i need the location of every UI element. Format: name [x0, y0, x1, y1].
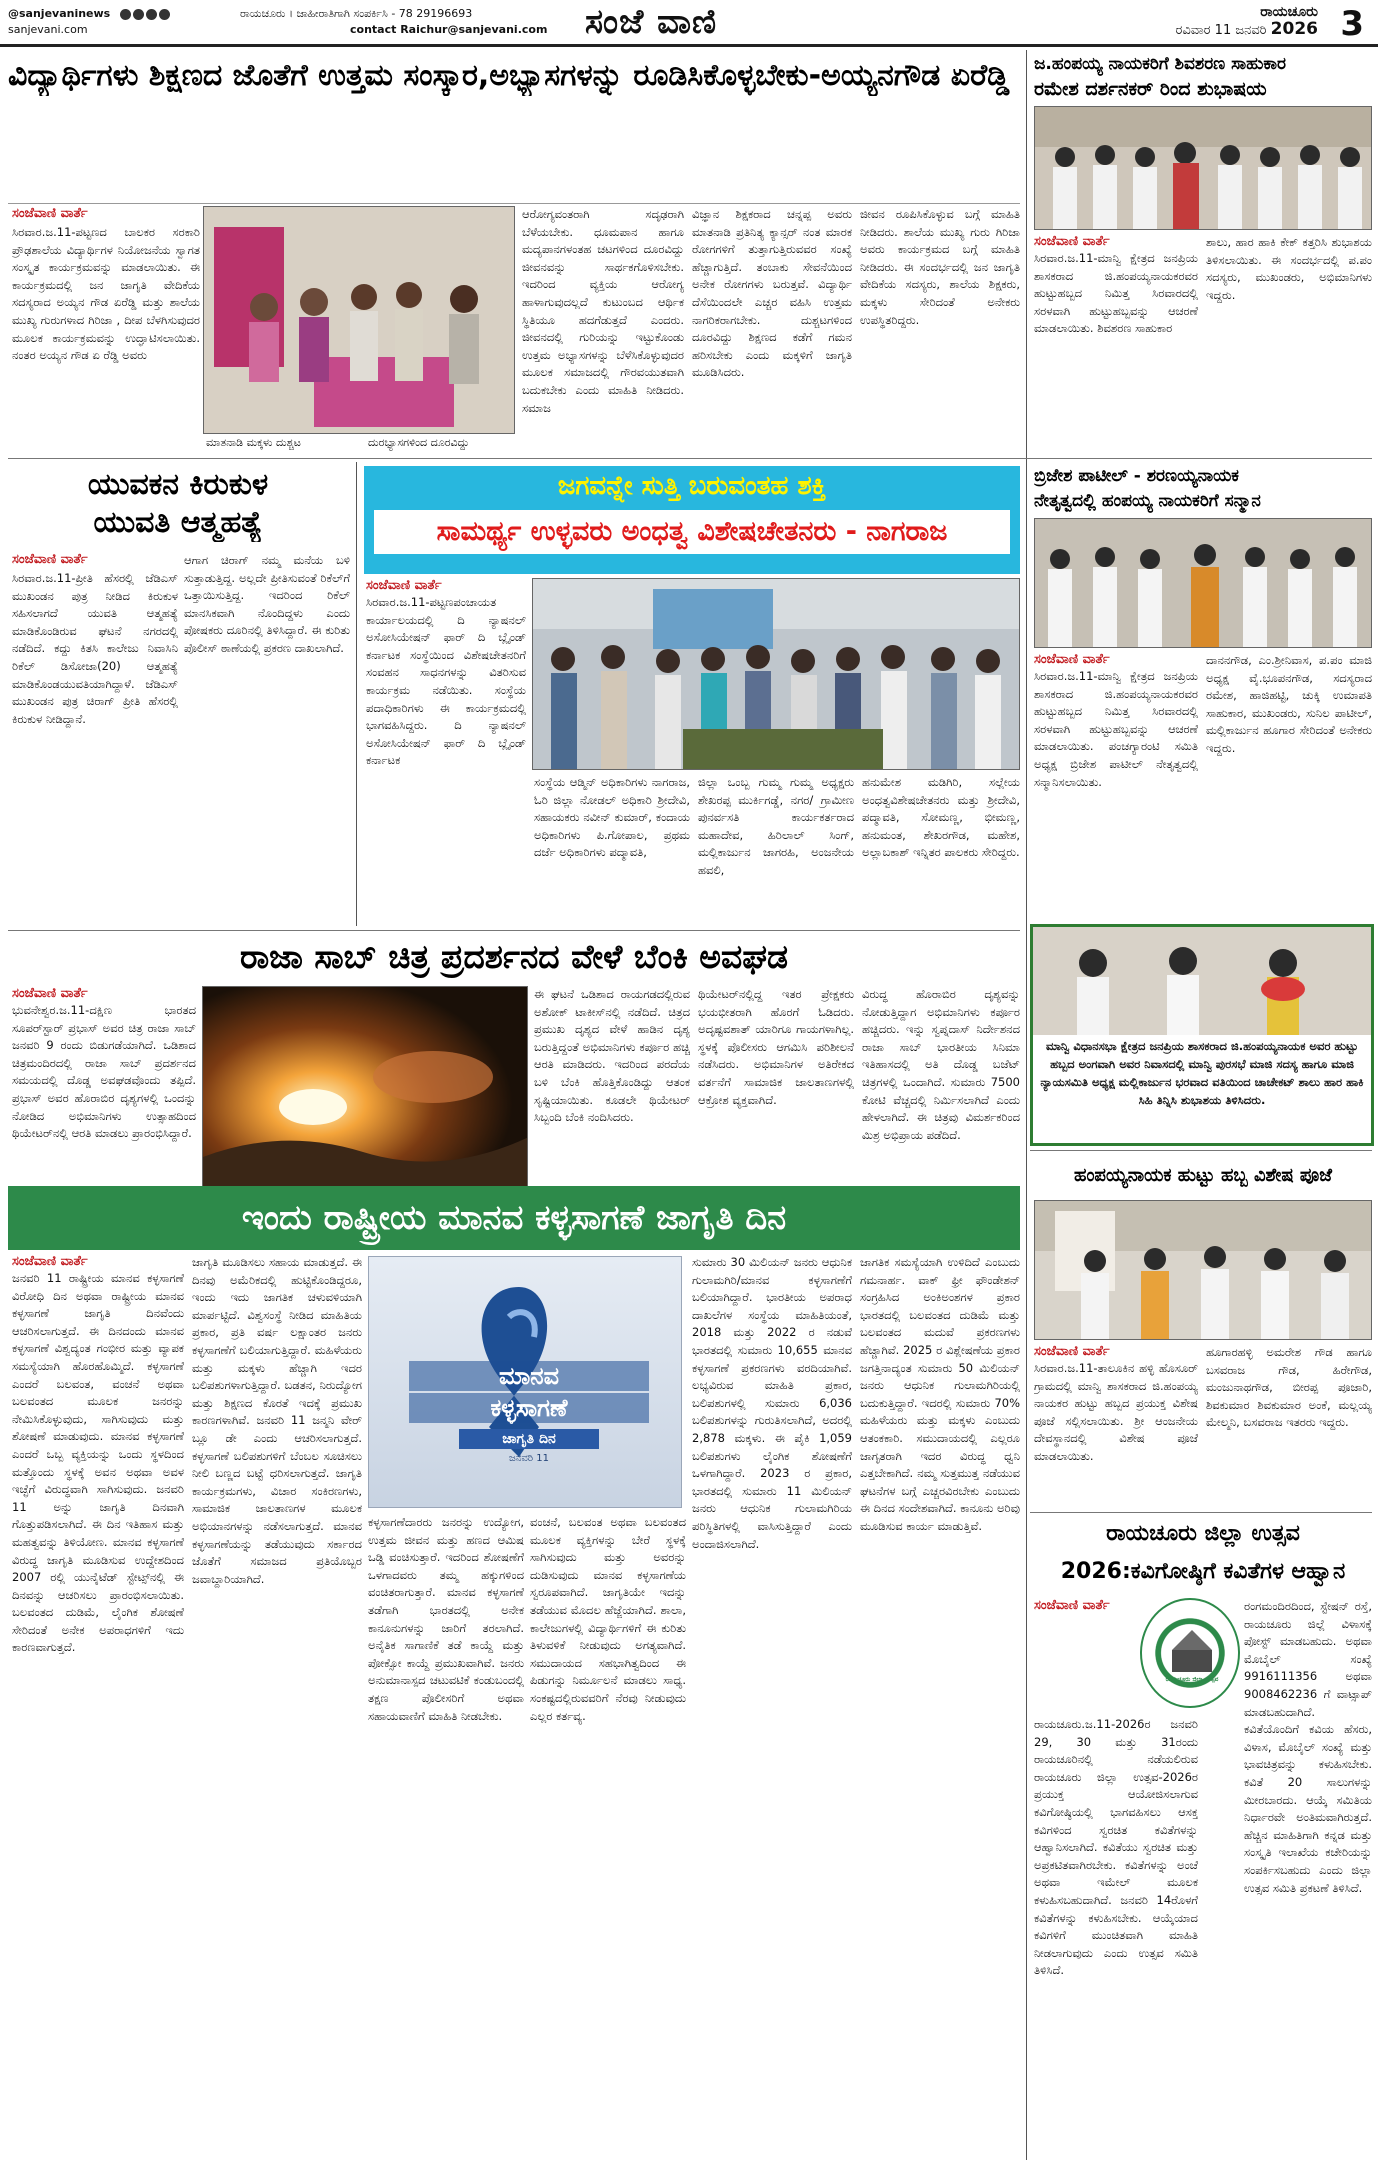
story3-headline-l2: ಯುವತಿ ಆತ್ಮಹತ್ಯೆ: [93, 505, 263, 540]
story5-col1: ಸಿರವಾರ.ಜ.11-ಮಾನ್ವಿ ಕ್ಷೇತ್ರದ ಜನಪ್ರಿಯ ಶಾಸಕರಾದ ಜಿ.ಹಂಪಯ್ಯನಾಯಕರವರ ಹುಟ್ಟುಹಬ್ಬದ ನಿಮಿತ್ತ ಸಿರವಾರದಲ್ಲಿ ಸರಳವಾಗಿ ಹುಟ್ಟುಹಬ್ಬವನ್ನು ಆಚರಣೆ ಮಾಡಲಾಯಿತು. ಪಂಚಗ್ಯಾರಂಟಿ ಸಮಿತಿ ಅಧ್ಯಕ್ಷ ಬ್ರಿಜೇಶ ಪಾಟೀಲ್ ನೇತೃತ್ವದಲ್ಲಿ ಸನ್ಮಾನಿಸಲಾಯಿತು.: [1034, 669, 1198, 789]
story2-col2: ಶಾಲು, ಹಾರ ಹಾಕಿ ಕೇಕ್ ಕತ್ತರಿಸಿ ಶುಭಾಶಯ ತಿಳಿಸಲಾಯಿತು. ಈ ಸಂದರ್ಭದಲ್ಲಿ ಪ.ಪಂ ಸದಸ್ಯರು, ಮುಖಂಡರು, ಅಭಿಮಾನಿಗಳು ಇದ್ದರು.: [1206, 235, 1372, 302]
story7-box: [1030, 924, 1374, 1146]
instagram-icon[interactable]: [133, 9, 144, 20]
divider: [8, 930, 1020, 931]
story2-photo: [1034, 106, 1372, 230]
story8-byline: ಸಂಜೆವಾಣಿ ವಾರ್ತೆ: [12, 1254, 88, 1269]
story8-col4: ವಂಚನೆ, ಬಲವಂತ ಅಥವಾ ಬಲವಂತದ ಮೂಲಕ ವ್ಯಕ್ತಿಗಳನ್ನು ಬೇರೆ ಸ್ಥಳಕ್ಕೆ ಸಾಗಿಸುವುದು ಮತ್ತು ಅವರನ್ನು ದುಡಿಸುವುದು ಮಾನವ ಕಳ್ಳಸಾಗಣೆಯ ಸ್ವರೂಪವಾಗಿದೆ. ಜಾಗೃತಿಯೇ ಇದನ್ನು ತಡೆಯುವ ಮೊದಲ ಹೆಜ್ಜೆಯಾಗಿದೆ. ಶಾಲಾ, ಕಾಲೇಜುಗಳಲ್ಲಿ ವಿದ್ಯಾರ್ಥಿಗಳಿಗೆ ಈ ಕುರಿತು ತಿಳುವಳಿಕೆ ನೀಡುವುದು ಅಗತ್ಯವಾಗಿದೆ. ಸಮುದಾಯದ ಸಹಭಾಗಿತ್ವದಿಂದ ಈ ಪಿಡುಗನ್ನು ನಿರ್ಮೂಲನೆ ಮಾಡಲು ಸಾಧ್ಯ. ಸಂಕಷ್ಟದಲ್ಲಿರುವವರಿಗೆ ನೆರವು ನೀಡುವುದು ಎಲ್ಲರ ಕರ್ತವ್ಯ.: [530, 1515, 686, 1723]
story5-head-line2: ನೇತೃತ್ವದಲ್ಲಿ ಹಂಪಯ್ಯ ನಾಯಕರಿಗೆ ಸನ್ಮಾನ: [1034, 491, 1261, 511]
edition-city: ರಾಯಚೂರು: [1260, 4, 1318, 20]
story8-col1: ಜನವರಿ 11 ರಾಷ್ಟ್ರೀಯ ಮಾನವ ಕಳ್ಳಸಾಗಣೆ ವಿರೋಧಿ ದಿನ ಅಥವಾ ರಾಷ್ಟ್ರೀಯ ಮಾನವ ಕಳ್ಳಸಾಗಣೆ ಜಾಗೃತಿ ದಿನವೆಂದು ಆಚರಿಸಲಾಗುತ್ತದೆ. ಈ ದಿನದಂದು ಮಾನವ ಕಳ್ಳಸಾಗಣೆ ವಿಶ್ವದ್ಯಂತ ಗಂಭೀರ ಮತ್ತು ವ್ಯಾಪಕ ಸಮಸ್ಯೆಯಾಗಿ ಹೊರಹೊಮ್ಮಿದೆ. ಕಳ್ಳಸಾಗಣೆ ಎಂದರೆ ಬಲವಂತ, ವಂಚನೆ ಅಥವಾ ಬಲವಂತದ ಮೂಲಕ ಜನರನ್ನು ನೇಮಿಸಿಕೊಳ್ಳುವುದು, ಸಾಗಿಸುವುದು ಮತ್ತು ಶೋಷಣೆ ಮಾಡುವುದು. ಮಾನವ ಕಳ್ಳಸಾಗಣೆ ಎಂದರೆ ಒಬ್ಬ ವ್ಯಕ್ತಿಯನ್ನು ಒಂದು ಸ್ಥಳದಿಂದ ಮತ್ತೊಂದು ಸ್ಥಳಕ್ಕೆ ಅವನ ಅಥವಾ ಅವಳ ಇಚ್ಛೆಗೆ ವಿರುದ್ಧವಾಗಿ ಸಾಗಿಸುವುದು. ಜನವರಿ 11 ಅನ್ನು ಜಾಗೃತಿ ದಿನವಾಗಿ ಗೊತ್ತುಪಡಿಸಲಾಗಿದೆ. ಈ ದಿನ ಇತಿಹಾಸ ಮತ್ತು ಮಹತ್ವವನ್ನು ತಿಳಿಯೋಣ. ಮಾನವ ಕಳ್ಳಸಾಗಣೆ ವಿರುದ್ಧ ಜಾಗೃತಿ ಮೂಡಿಸುವ ಉದ್ದೇಶದಿಂದ 2007 ರಲ್ಲಿ ಯುನೈಟೆಡ್ ಸ್ಟೇಟ್ಸ್‌ನಲ್ಲಿ ಈ ದಿನವನ್ನು ಆಚರಿಸಲು ಪ್ರಾರಂಭಿಸಲಾಯಿತು. ಬಲವಂತದ ದುಡಿಮೆ, ಲೈಂಗಿಕ ಶೋಷಣೆ ಸೇರಿದಂತೆ ಅನೇಕ ಅಪರಾಧಗಳಿಗೆ ಇದು ಕಾರಣವಾಗುತ್ತದೆ.: [12, 1271, 184, 1655]
edition-line: ರಾಯಚೂರು । ಜಾಹೀರಾತಿಗಾಗಿ ಸಂಪರ್ಕಿಸಿ - 78 29196693: [240, 7, 473, 20]
story4-headline: ಸಾಮರ್ಥ್ಯ ಉಳ್ಳವರು ಅಂಧತ್ವ ವಿಶೇಷಚೇತನರು - ನಾಗರಾಜ: [374, 510, 1010, 554]
story5-head-line1: ಬ್ರಿಜೇಶ ಪಾಟೀಲ್ - ಶರಣಯ್ಯನಾಯಕ: [1034, 466, 1239, 486]
story1-caption-b: ದುರಭ್ಯಾಸಗಳಿಂದ ದೂರವಿದ್ದು: [368, 436, 470, 449]
masthead-rule: [0, 44, 1378, 47]
story3-col2: ಆಗಾಗ ಚಿರಾಗ್ ನಮ್ಮ ಮನೆಯ ಬಳಿ ಸುತ್ತಾಡುತ್ತಿದ್ದ. ಅಲ್ಲದೇ ಪ್ರೀತಿಸುವಂತೆ ರಿಕೆಲ್‌ಗೆ ಒತ್ತಾಯಿಸುತ್ತಿದ್ದ. ಇದರಿಂದ ರಿಕೆಲ್ ಮಾನಸಿಕವಾಗಿ ನೊಂದಿದ್ದಳು ಎಂದು ಪೋಷಕರು ದೂರಿನಲ್ಲಿ ತಿಳಿಸಿದ್ದಾರೆ. ಈ ಕುರಿತು ಪೊಲೀಸ್ ಠಾಣೆಯಲ್ಲಿ ಪ್ರಕರಣ ದಾಖಲಾಗಿದೆ.: [184, 553, 350, 655]
story1-col2: ಆರೋಗ್ಯವಂತರಾಗಿ ಸದೃಢರಾಗಿ ಬೆಳೆಯಬೇಕು. ಧೂಮಪಾನ ಹಾಗೂ ಮದ್ಯಪಾನಗಳಂತಹ ಚಟಗಳಿಂದ ದೂರವಿದ್ದು ಜೀವನವನ್ನು ಸಾರ್ಥಕಗೊಳಿಸಬೇಕು. ಇದರಿಂದ ವ್ಯಕ್ತಿಯ ಆರೋಗ್ಯ ಹಾಳಾಗುವುದಲ್ಲದೆ ಕುಟುಂಬದ ಆರ್ಥಿಕ ಸ್ಥಿತಿಯೂ ಹದಗೆಡುತ್ತದೆ ಎಂದರು. ಜೀವನದಲ್ಲಿ ಗುರಿಯನ್ನು ಇಟ್ಟುಕೊಂಡು ಉತ್ತಮ ಅಭ್ಯಾಸಗಳನ್ನು ಬೆಳೆಸಿಕೊಳ್ಳುವುದರ ಮೂಲಕ ಸಮಾಜದಲ್ಲಿ ಗೌರವಯುತವಾಗಿ ಬದುಕಬೇಕು ಎಂದು ಮಾಹಿತಿ ನೀಡಿದರು. ಸಮಾಜ: [522, 207, 684, 415]
story10-col2: ರಂಗಮಂದಿರದಿಂದ, ಸ್ಟೇಷನ್ ರಸ್ತೆ, ರಾಯಚೂರು ಜಿಲ್ಲೆ ವಿಳಾಸಕ್ಕೆ ಪೋಸ್ಟ್ ಮಾಡಬಹುದು. ಅಥವಾ ಮೊಬೈಲ್ ಸಂಖ್ಯೆ 9916111356 ಅಥವಾ 9008462236 ಗೆ ವಾಟ್ಸಾಪ್ ಮಾಡಬಹುದಾಗಿದೆ. ಕವಿತೆಯೊಂದಿಗೆ ಕವಿಯ ಹೆಸರು, ವಿಳಾಸ, ಮೊಬೈಲ್ ಸಂಖ್ಯೆ ಮತ್ತು ಭಾವಚಿತ್ರವನ್ನು ಕಳುಹಿಸಬೇಕು. ಕವಿತೆ 20 ಸಾಲುಗಳನ್ನು ಮೀರಬಾರದು. ಆಯ್ಕೆ ಸಮಿತಿಯ ನಿರ್ಧಾರವೇ ಅಂತಿಮವಾಗಿರುತ್ತದೆ. ಹೆಚ್ಚಿನ ಮಾಹಿತಿಗಾಗಿ ಕನ್ನಡ ಮತ್ತು ಸಂಸ್ಕೃತಿ ಇಲಾಖೆಯ ಕಚೇರಿಯನ್ನು ಸಂಪರ್ಕಿಸಬಹುದು ಎಂದು ಜಿಲ್ಲಾ ಉತ್ಸವ ಸಮಿತಿ ಪ್ರಕಟಣೆ ತಿಳಿಸಿದೆ.: [1244, 1599, 1372, 1895]
theatre-fire-photo: [203, 987, 528, 1198]
story8-poster: [368, 1256, 682, 1508]
social-handle[interactable]: @sanjevaninews: [8, 7, 111, 20]
story6-col2: ಈ ಘಟನೆ ಒಡಿಶಾದ ರಾಯಗಡದಲ್ಲಿರುವ ಅಶೋಕ್ ಟಾಕೀಸ್‌ನಲ್ಲಿ ನಡೆದಿದೆ. ಚಿತ್ರದ ಪ್ರಮುಖ ದೃಶ್ಯದ ವೇಳೆ ಹಾಡಿನ ದೃಶ್ಯ ಬರುತ್ತಿದ್ದಂತೆ ಅಭಿಮಾನಿಗಳು ಕರ್ಪೂರ ಹಚ್ಚಿ ಆರತಿ ಮಾಡಿದರು. ಇದರಿಂದ ಪರದೆಯ ಬಳಿ ಬೆಂಕಿ ಹೊತ್ತಿಕೊಂಡಿದ್ದು ಆತಂಕ ಸೃಷ್ಟಿಯಾಯಿತು. ಕೂಡಲೇ ಥಿಯೇಟರ್ ಸಿಬ್ಬಂದಿ ಬೆಂಕಿ ನಂದಿಸಿದರು.: [534, 987, 690, 1125]
story4-col4: ಹನುಮೇಶ ಮಡಿಗಿರಿ, ಸಲ್ಲೇಯ ಅಂಧತ್ವವಿಶೇಷಚೇತನರು ಮತ್ತು ಶ್ರೀದೇವಿ, ಪದ್ಮಾವತಿ, ಸೋಮಣ್ಣ, ಭೀಮಣ್ಣ, ಹನುಮಂತ, ಶೇಖರಗೌಡ, ಮಹೇಶ, ಅಲ್ಲಾಬಕಾಶ್ ಇನ್ನಿತರ ಪಾಲಕರು ಸೇರಿದ್ದರು.: [862, 775, 1020, 860]
story1-headline: ವಿದ್ಯಾರ್ಥಿಗಳು ಶಿಕ್ಷಣದ ಜೊತೆಗೆ ಉತ್ತಮ ಸಂಸ್ಕಾರ,ಅಭ್ಯಾಸಗಳನ್ನು ರೂಡಿಸಿಕೊಳ್ಳಬೇಕು-ಅಯ್ಯನಗೌಡ ಏರೆಡ್ಡಿ: [8, 58, 1010, 93]
x-icon[interactable]: [146, 9, 157, 20]
story8-col3: ಕಳ್ಳಸಾಗಣೆದಾರರು ಜನರನ್ನು ಉದ್ಯೋಗ, ಉತ್ತಮ ಜೀವನ ಮತ್ತು ಹಣದ ಆಮಿಷ ಒಡ್ಡಿ ವಂಚಿಸುತ್ತಾರೆ. ಇದರಿಂದ ಶೋಷಣೆಗೆ ಒಳಗಾದವರು ತಮ್ಮ ಹಕ್ಕುಗಳಿಂದ ವಂಚಿತರಾಗುತ್ತಾರೆ. ಮಾನವ ಕಳ್ಳಸಾಗಣೆ ತಡೆಗಾಗಿ ಭಾರತದಲ್ಲಿ ಅನೇಕ ಕಾನೂನುಗಳನ್ನು ಜಾರಿಗೆ ತರಲಾಗಿದೆ. ಅನೈತಿಕ ಸಾಗಾಣಿಕೆ ತಡೆ ಕಾಯ್ದೆ ಮತ್ತು ಪೋಕ್ಸೋ ಕಾಯ್ದೆ ಪ್ರಮುಖವಾಗಿವೆ. ಜನರು ಅನುಮಾನಾಸ್ಪದ ಚಟುವಟಿಕೆ ಕಂಡುಬಂದಲ್ಲಿ ತಕ್ಷಣ ಪೊಲೀಸರಿಗೆ ಅಥವಾ ಸಹಾಯವಾಣಿಗೆ ಮಾಹಿತಿ ನೀಡಬೇಕು.: [368, 1515, 524, 1723]
story2-head-line2: ರಮೇಶ ದರ್ಶನಕರ್ ರಿಂದ ಶುಭಾಷಯ: [1034, 78, 1267, 100]
story9-headline: ಹಂಪಯ್ಯನಾಯಕ ಹುಟ್ಟು ಹಬ್ಬ ವಿಶೇಷ ಪೂಜೆ: [1073, 1165, 1333, 1186]
school-event-photo: [204, 207, 515, 434]
story5-col2: ದಾನನಗೌಡ, ಎಂ.ಶ್ರೀನಿವಾಸ, ಪ.ಪಂ ಮಾಜಿ ಅಧ್ಯಕ್ಷ ವೈ.ಭೂಪನಗೌಡ, ಸದಸ್ಯರಾದ ರಮೇಶ, ಹಾಜಿಹಟ್ಟಿ, ಚುಕ್ಕಿ ಉಮಾಪತಿ ಸಾಹುಕಾರ, ಮುಖಂಡರು, ಸುನಿಲ ಪಾಟೀಲ್, ಮಲ್ಲಿಕಾರ್ಜುನ ಹೂಗಾರ ಸೇರಿದಂತೆ ಅನೇಕರು ಇದ್ದರು.: [1206, 653, 1372, 755]
poster-line4: ಜನವರಿ 11: [509, 1453, 549, 1464]
story4-byline: ಸಂಜೆವಾಣಿ ವಾರ್ತೆ: [366, 578, 442, 593]
story7-photo: [1033, 927, 1371, 1035]
story4-photo: [532, 578, 1020, 770]
divider: [8, 458, 1372, 459]
contact-email[interactable]: contact Raichur@sanjevani.com: [350, 23, 548, 36]
story9-col2: ಹೂಗಾರಹಳ್ಳಿ ಅಮರೇಶ ಗೌಡ ಹಾಗೂ ಬಸವರಾಜ ಗೌಡ, ಹಿರೇಗೌಡ, ಮಂಜುನಾಥಗೌಡ, ಬೀರಪ್ಪ ಪೂಜಾರಿ, ಶಿವಕುಮಾರ ಶಿವಕುಮಾರ ಅಂಕೆ, ಮಲ್ಲಯ್ಯ ಮೇಲ್ಮನಿ, ಬಸವರಾಜ ಇತರರು ಇದ್ದರು.: [1206, 1345, 1372, 1430]
story6-headline: ರಾಜಾ ಸಾಬ್ ಚಿತ್ರ ಪ್ರದರ್ಶನದ ವೇಳೆ ಬೆಂಕಿ ಅವಘಡ: [240, 937, 788, 976]
story4-col2: ಸಂಸ್ಥೆಯ ಆಡ್ಮಿನ್ ಅಧಿಕಾರಿಗಳು ನಾಗರಾಜ, ಓರಿ ಜಿಲ್ಲಾ ನೋಡಲ್ ಅಧಿಕಾರಿ ಶ್ರೀದೇವಿ, ಸಹಾಯಕರು ನವೀನ್ ಕುಮಾರ್, ಕಂದಾಯ ಅಧಿಕಾರಿಗಳು ಪಿ.ಗೋಪಾಲ, ಪ್ರಥಮ ದರ್ಜೆ ಅಧಿಕಾರಿಗಳು ಪದ್ಮಾವತಿ,: [534, 775, 690, 860]
story2-byline: ಸಂಜೆವಾಣಿ ವಾರ್ತೆ: [1034, 234, 1110, 249]
story2-col1: ಸಿರವಾರ.ಜ.11-ಮಾನ್ವಿ ಕ್ಷೇತ್ರದ ಜನಪ್ರಿಯ ಶಾಸಕರಾದ ಜಿ.ಹಂಪಯ್ಯನಾಯಕರವರ ಹುಟ್ಟುಹಬ್ಬದ ನಿಮಿತ್ತ ಸಿರವಾರದಲ್ಲಿ ಸರಳವಾಗಿ ಹುಟ್ಟುಹಬ್ಬವನ್ನು ಆಚರಣೆ ಮಾಡಲಾಯಿತು. ಶಿವಶರಣ ಸಾಹುಕಾರ: [1034, 251, 1198, 336]
story3-col1: ಸಿರವಾರ.ಜ.11-ಪ್ರೀತಿ ಹೆಸರಲ್ಲಿ ಜೆಡಿಎಸ್ ಮುಖಂಡನ ಪುತ್ರ ನೀಡಿದ ಕಿರುಕುಳ ಸಹಿಸಲಾಗದೆ ಯುವತಿ ಆತ್ಮಹತ್ಯೆ ಮಾಡಿಕೊಂಡಿರುವ ಘಟನೆ ನಗರದಲ್ಲಿ ನಡೆದಿದೆ. ಕದ್ದು ಕಿತಸಿ ಕಾಲೇಜು ನಿವಾಸಿನಿ ರಿಕೆಲ್ ಡಿಸೋಜಾ(20) ಆತ್ಮಹತ್ಯೆ ಮಾಡಿಕೊಂಡಯುವತಿಯಾಗಿದ್ದಾಳೆ. ಜೆಡಿಎಸ್ ಮುಖಂಡನ ಪುತ್ರ ಚಿರಾಗ್ ಪ್ರೀತಿ ಹೆಸರಲ್ಲಿ ಕಿರುಕುಳ ನೀಡಿದ್ದಾನೆ.: [12, 571, 178, 726]
story4-kicker: ಜಗವನ್ನೇ ಸುತ್ತಿ ಬರುವಂತಹ ಶಕ್ತಿ: [557, 471, 827, 501]
story5-byline: ಸಂಜೆವಾಣಿ ವಾರ್ತೆ: [1034, 652, 1110, 667]
newspaper-logo: [585, 2, 717, 42]
divider: [1030, 1512, 1372, 1513]
story6-col4: ವಿರುದ್ಧ ಹೊರಾಬಿರ ದೃಶ್ಯವನ್ನು ನೋಡುತ್ತಿದ್ದಾಗ ಅಭಿಮಾನಿಗಳು ಕರ್ಪೂರ ಹಚ್ಚಿದರು. ಇನ್ನು ಸ್ವಪ್ನದಾಸ್ ನಿರ್ದೇಶನದ ರಾಜಾ ಸಾಬ್ ಭಾರತೀಯ ಸಿನಿಮಾ ಇತಿಹಾಸದಲ್ಲಿ ಅತಿ ದೊಡ್ಡ ಬಜೆಟ್ ಚಿತ್ರಗಳಲ್ಲಿ ಒಂದಾಗಿದೆ. ಸುಮಾರು 7500 ಕೋಟಿ ವೆಚ್ಚದಲ್ಲಿ ನಿರ್ಮಿಸಲಾಗಿದೆ ಎಂದು ಹೇಳಲಾಗಿದೆ. ಈ ಚಿತ್ರವು ವಿಮರ್ಶಕರಿಂದ ಮಿಶ್ರ ಅಭಿಪ್ರಾಯ ಪಡೆದಿದೆ.: [862, 987, 1020, 1142]
story9-photo: [1034, 1200, 1372, 1340]
story1-byline: ಸಂಜೆವಾಣಿ ವಾರ್ತೆ: [12, 206, 88, 221]
facebook-icon[interactable]: [120, 9, 131, 20]
story3-headline-l1: ಯುವಕನ ಕಿರುಕುಳ: [87, 467, 269, 502]
story4-col3: ಜಿಲ್ಲಾ ಒಂಬ್ಬ ಗುಮ್ಮ ಗುಮ್ಮ ಅಧ್ಯಕ್ಷರು ಶೇಖರಪ್ಪ ಮುರ್ಕಿಗಡ್ಡೆ, ನಗರ/ ಗ್ರಾಮೀಣ ಪುನರ್ವಸತಿ ಕಾರ್ಯಕರ್ತರಾದ ಮಹಾದೇವ, ಹಿರಿಲಾಲ್ ಸಿಂಗ್, ಮಲ್ಲಿಕಾರ್ಜುನ ಜಾಗರಹಿ, ಅಂಜನೇಯ ಹವಲಿ,: [698, 775, 854, 877]
social-icons: [120, 6, 172, 22]
masthead-date: [1175, 4, 1318, 39]
website-link[interactable]: sanjevani.com: [8, 23, 88, 36]
story10-head-line1: ರಾಯಚೂರು ಜಿಲ್ಲಾ ಉತ್ಸವ: [1106, 1521, 1300, 1546]
story9-col1: ಸಿರವಾರ.ಜ.11-ತಾಲೂಕಿನ ಹಳ್ಳಿ ಹೊಸೂರ್ ಗ್ರಾಮದಲ್ಲಿ ಮಾನ್ವಿ ಶಾಸಕರಾದ ಜಿ.ಹಂಪಯ್ಯ ನಾಯಕರ ಹುಟ್ಟು ಹಬ್ಬದ ಪ್ರಯುಕ್ತ ವಿಶೇಷ ಪೂಜೆ ಸಲ್ಲಿಸಲಾಯಿತು. ಶ್ರೀ ಆಂಜನೇಯ ದೇವಸ್ಥಾನದಲ್ಲಿ ವಿಶೇಷ ಪೂಜೆ ಮಾಡಲಾಯಿತು.: [1034, 1361, 1198, 1463]
column-divider: [356, 462, 357, 926]
story4-head-box: [364, 466, 1020, 574]
story6-byline: ಸಂಜೆವಾಣಿ ವಾರ್ತೆ: [12, 986, 88, 1001]
poster-line1: ಮಾನವ: [409, 1361, 649, 1391]
column-divider: [1026, 50, 1027, 2160]
story4-col1: ಸಿರವಾರ.ಜ.11-ಪಟ್ಟಣಪಂಚಾಯತ ಕಾರ್ಯಾಲಯದಲ್ಲಿ ದಿ ನ್ಯಾಷನಲ್ ಅಸೋಸಿಯೇಷನ್ ಫಾರ್ ದಿ ಬ್ಲೈಂಡ್ ಕರ್ನಾಟಕ ಸಂಸ್ಥೆಯಿಂದ ವಿಶೇಷಚೇತನರಿಗೆ ಸಂವಹನ ಸಾಧನಗಳನ್ನು ವಿತರಿಸುವ ಕಾರ್ಯಕ್ರಮ ನಡೆಯಿತು. ಸಂಸ್ಥೆಯ ಪದಾಧಿಕಾರಿಗಳು ಈ ಕಾರ್ಯಕ್ರಮದಲ್ಲಿ ಭಾಗವಹಿಸಿದ್ದರು. ದಿ ನ್ಯಾಷನಲ್ ಅಸೋಸಿಯೇಷನ್ ಫಾರ್ ದಿ ಬ್ಲೈಂಡ್ ಕರ್ನಾಟಕ: [366, 595, 526, 768]
story6-photo: [202, 986, 528, 1198]
story1-caption-a: ಮಾತನಾಡಿ ಮಕ್ಕಳು ದುಶ್ಚಟ: [206, 436, 301, 449]
story8-col6: ಜಾಗತಿಕ ಸಮಸ್ಯೆಯಾಗಿ ಉಳಿದಿದೆ ಎಂಬುದು ಗಮನಾರ್ಹ. ವಾಕ್ ಫ್ರೀ ಫೌಂಡೇಶನ್ ಸಂಗ್ರಹಿಸಿದ ಅಂಕಿಅಂಶಗಳ ಪ್ರಕಾರ ಭಾರತದಲ್ಲಿ ಬಲವಂತದ ದುಡಿಮೆ ಮತ್ತು ಬಲವಂತದ ಮದುವೆ ಪ್ರಕರಣಗಳು ಹೆಚ್ಚಾಗಿವೆ. 2025 ರ ವಿಶ್ಲೇಷಣೆಯ ಪ್ರಕಾರ ಜಗತ್ತಿನಾದ್ಯಂತ ಸುಮಾರು 50 ಮಿಲಿಯನ್ ಜನರು ಆಧುನಿಕ ಗುಲಾಮಗಿರಿಯಲ್ಲಿ ಬದುಕುತ್ತಿದ್ದಾರೆ. ಇದರಲ್ಲಿ ಸುಮಾರು 70% ಮಹಿಳೆಯರು ಮತ್ತು ಮಕ್ಕಳು ಎಂಬುದು ಆತಂಕಕಾರಿ. ಸಮುದಾಯದಲ್ಲಿ ಎಲ್ಲರೂ ಜಾಗೃತರಾಗಿ ಇದರ ವಿರುದ್ಧ ಧ್ವನಿ ಎತ್ತಬೇಕಾಗಿದೆ. ನಮ್ಮ ಸುತ್ತಮುತ್ತ ನಡೆಯುವ ಘಟನೆಗಳ ಬಗ್ಗೆ ಎಚ್ಚರವಿರಬೇಕು ಎಂಬುದು ಈ ದಿನದ ಸಂದೇಶವಾಗಿದೆ. ಕಾನೂನು ಅರಿವು ಮೂಡಿಸುವ ಕಾರ್ಯ ಮಾಡುತ್ತಿವೆ.: [860, 1255, 1020, 1533]
divider: [8, 203, 1020, 204]
story1-col3: ವಿಜ್ಞಾನ ಶಿಕ್ಷಕರಾದ ಚನ್ನಪ್ಪ ಅವರು ಮಾತನಾಡಿ ಪ್ರತಿನಿತ್ಯ ಕ್ಯಾನ್ಸರ್ ನಂತ ಮಾರಕ ರೋಗಗಳಿಗೆ ತುತ್ತಾಗುತ್ತಿರುವವರ ಸಂಖ್ಯೆ ಹೆಚ್ಚಾಗುತ್ತಿದೆ. ತಂಬಾಕು ಸೇವನೆಯಿಂದ ಅನೇಕ ರೋಗಗಳು ಬರುತ್ತವೆ. ವಿದ್ಯಾರ್ಥಿ ದೆಸೆಯಿಂದಲೇ ಎಚ್ಚರ ವಹಿಸಿ ಉತ್ತಮ ನಾಗರಿಕರಾಗಬೇಕು. ದುಶ್ಚಟಗಳಿಂದ ದೂರವಿದ್ದು ಶಿಕ್ಷಣದ ಕಡೆಗೆ ಗಮನ ಹರಿಸಬೇಕು ಎಂದು ಮಕ್ಕಳಿಗೆ ಜಾಗೃತಿ ಮೂಡಿಸಿದರು.: [692, 207, 852, 380]
masthead-contact: [240, 6, 547, 38]
divider: [1030, 1150, 1372, 1151]
temple-pooja-photo: [1035, 1201, 1372, 1340]
story6-col1: ಭುವನೇಶ್ವರ.ಜ.11-ದಕ್ಷಿಣ ಭಾರತದ ಸೂಪರ್‌ಸ್ಟಾರ್ ಪ್ರಭಾಸ್ ಅವರ ಚಿತ್ರ ರಾಜಾ ಸಾಬ್ ಜನವರಿ 9 ರಂದು ಬಿಡುಗಡೆಯಾಗಿದೆ. ಒಡಿಶಾದ ಚಿತ್ರಮಂದಿರದಲ್ಲಿ ರಾಜಾ ಸಾಬ್ ಪ್ರದರ್ಶನದ ಸಮಯದಲ್ಲಿ ದೊಡ್ಡ ಅವಘಡವೊಂದು ತಪ್ಪಿದೆ. ಪ್ರಭಾಸ್ ಅವರ ಹೊರಾಬಿರ ದೃಶ್ಯಗಳಲ್ಲಿ ಒಂದನ್ನು ನೋಡಿದ ಅಭಿಮಾನಿಗಳು ಉತ್ಸಾಹದಿಂದ ಥಿಯೇಟರ್‌ನಲ್ಲಿ ಆರತಿ ಮಾಡಲು ಪ್ರಾರಂಭಿಸಿದ್ದಾರೆ.: [12, 1003, 196, 1141]
story1-col4: ಜೀವನ ರೂಪಿಸಿಕೊಳ್ಳುವ ಬಗ್ಗೆ ಮಾಹಿತಿ ನೀಡಿದರು. ಶಾಲೆಯ ಮುಖ್ಯ ಗುರು ಗಿರಿಜಾ ಅವರು ಕಾರ್ಯಕ್ರಮದ ಬಗ್ಗೆ ಮಾಹಿತಿ ನೀಡಿದರು. ಈ ಸಂದರ್ಭದಲ್ಲಿ ಜನ ಜಾಗೃತಿ ವೇದಿಕೆಯ ಸದಸ್ಯರು, ಶಾಲೆಯ ಶಿಕ್ಷಕರು, ಮಕ್ಕಳು ಸೇರಿದಂತೆ ಅನೇಕರು ಉಪಸ್ಥಿತರಿದ್ದರು.: [860, 207, 1020, 327]
story2-head-line1: ಜ.ಹಂಪಯ್ಯ ನಾಯಕರಿಗೆ ಶಿವಶರಣ ಸಾಹುಕಾರ: [1034, 54, 1287, 74]
felicitation-photo: [1035, 519, 1372, 648]
story8-col2: ಜಾಗೃತಿ ಮೂಡಿಸಲು ಸಹಾಯ ಮಾಡುತ್ತದೆ. ಈ ದಿನವು ಅಮೆರಿಕದಲ್ಲಿ ಹುಟ್ಟಿಕೊಂಡಿದ್ದರೂ, ಇಂದು ಇದು ಜಾಗತಿಕ ಚಳುವಳಿಯಾಗಿ ಮಾರ್ಪಟ್ಟಿದೆ. ವಿಶ್ವಸಂಸ್ಥೆ ನೀಡಿದ ಮಾಹಿತಿಯ ಪ್ರಕಾರ, ಪ್ರತಿ ವರ್ಷ ಲಕ್ಷಾಂತರ ಜನರು ಕಳ್ಳಸಾಗಣೆಗೆ ಬಲಿಯಾಗುತ್ತಿದ್ದಾರೆ. ಮಹಿಳೆಯರು ಮತ್ತು ಮಕ್ಕಳು ಹೆಚ್ಚಾಗಿ ಇದರ ಬಲಿಪಶುಗಳಾಗುತ್ತಿದ್ದಾರೆ. ಬಡತನ, ನಿರುದ್ಯೋಗ ಮತ್ತು ಶಿಕ್ಷಣದ ಕೊರತೆ ಇದಕ್ಕೆ ಪ್ರಮುಖ ಕಾರಣಗಳಾಗಿವೆ. ಜನವರಿ 11 ಜನ್ಮನಿ ವೇರ್ ಬ್ಲೂ ಡೇ ಎಂದು ಆಚರಿಸಲಾಗುತ್ತದೆ. ಕಳ್ಳಸಾಗಣೆ ಬಲಿಪಶುಗಳಿಗೆ ಬೆಂಬಲ ಸೂಚಿಸಲು ನೀಲಿ ಬಣ್ಣದ ಬಟ್ಟೆ ಧರಿಸಲಾಗುತ್ತದೆ. ಜಾಗೃತಿ ಕಾರ್ಯಕ್ರಮಗಳು, ವಿಚಾರ ಸಂಕಿರಣಗಳು, ಸಾಮಾಜಿಕ ಜಾಲತಾಣಗಳ ಮೂಲಕ ಅಭಿಯಾನಗಳನ್ನು ನಡೆಸಲಾಗುತ್ತದೆ. ಮಾನವ ಕಳ್ಳಸಾಗಣೆಯನ್ನು ತಡೆಯುವುದು ಸರ್ಕಾರದ ಜೊತೆಗೆ ಸಮಾಜದ ಪ್ರತಿಯೊಬ್ಬರ ಜವಾಬ್ದಾರಿಯಾಗಿದೆ.: [192, 1255, 362, 1586]
page-number: 3: [1340, 4, 1364, 44]
story5-photo: [1034, 518, 1372, 648]
story1-photo: [203, 206, 515, 434]
seal-text: ರಾಯಚೂರು ಜಿಲ್ಲಾ ಉತ್ಸವ: [1165, 1676, 1219, 1683]
poster-line3: ಜಾಗೃತಿ ದಿನ: [459, 1429, 599, 1449]
blind-association-event-photo: [533, 579, 1020, 770]
story10-byline: ಸಂಜೆವಾಣಿ ವಾರ್ತೆ: [1034, 1598, 1110, 1613]
story10-head-line2: 2026:ಕವಿಗೋಷ್ಠಿಗೆ ಕವಿತೆಗಳ ಆಹ್ವಾನ: [1060, 1559, 1346, 1584]
garland-felicitation-photo: [1033, 927, 1371, 1035]
story8-col5: ಸುಮಾರು 30 ಮಿಲಿಯನ್ ಜನರು ಆಧುನಿಕ ಗುಲಾಮಗಿರಿ/ಮಾನವ ಕಳ್ಳಸಾಗಣೆಗೆ ಬಲಿಯಾಗಿದ್ದಾರೆ. ಭಾರತೀಯ ಅಪರಾಧ ದಾಖಲೆಗಳ ಸಂಸ್ಥೆಯ ಮಾಹಿತಿಯಂತೆ, 2018 ಮತ್ತು 2022 ರ ನಡುವೆ ಭಾರತದಲ್ಲಿ ಸುಮಾರು 10,655 ಮಾನವ ಕಳ್ಳಸಾಗಣೆ ಪ್ರಕರಣಗಳು ವರದಿಯಾಗಿವೆ. ಲಭ್ಯವಿರುವ ಮಾಹಿತಿ ಪ್ರಕಾರ, ಬಲಿಪಶುಗಳಲ್ಲಿ ಸುಮಾರು 6,036 ಬಲಿಪಶುಗಳನ್ನು ಗುರುತಿಸಲಾಗಿದೆ, ಅದರಲ್ಲಿ 2,878 ಮಕ್ಕಳು. ಈ ಪೈಕಿ 1,059 ಬಲಿಪಶುಗಳು ಲೈಂಗಿಕ ಶೋಷಣೆಗೆ ಒಳಗಾಗಿದ್ದಾರೆ. 2023 ರ ಪ್ರಕಾರ, ಭಾರತದಲ್ಲಿ ಸುಮಾರು 11 ಮಿಲಿಯನ್ ಜನರು ಆಧುನಿಕ ಗುಲಾಮಗಿರಿಯ ಪರಿಸ್ಥಿತಿಗಳಲ್ಲಿ ವಾಸಿಸುತ್ತಿದ್ದಾರೆ ಎಂದು ಅಂದಾಜಿಸಲಾಗಿದೆ.: [692, 1255, 852, 1551]
issue-year: 2026: [1270, 19, 1318, 39]
birthday-greeting-photo: [1035, 107, 1372, 230]
story1-col1: ಸಿರವಾರ.ಜ.11-ಪಟ್ಟಣದ ಬಾಲಕರ ಸರಕಾರಿ ಪ್ರೌಢಶಾಲೆಯ ವಿದ್ಯಾರ್ಥಿಗಳ ನಿಯೋಜನೆಯ ಸ್ವಾಗತ ಸಂಸ್ಕೃತ ಕಾರ್ಯಕ್ರಮವನ್ನು ಮಾಡಲಾಯಿತು. ಈ ಕಾರ್ಯಕ್ರಮದಲ್ಲಿ ಜನ ಜಾಗೃತಿ ವೇದಿಕೆಯ ಸದಸ್ಯರಾದ ಅಯ್ಯನ ಗೌಡ ಏರೆಡ್ಡಿ ಮತ್ತು ಶಾಲೆಯ ಮುಖ್ಯ ಗುರುಗಳಾದ ಗಿರಿಜಾ , ದೀಪ ಬೆಳಗಿಸುವುದರ ಮೂಲಕ ಕಾರ್ಯಕ್ರಮವನ್ನು ಉದ್ಘಾಟಿಸಲಾಯಿತು. ನಂತರ ಅಯ್ಯನ ಗೌಡ ಏ ರೆಡ್ಡಿ ಅವರು: [12, 225, 200, 363]
story7-caption: ಮಾನ್ವಿ ವಿಧಾನಸಭಾ ಕ್ಷೇತ್ರದ ಜನಪ್ರಿಯ ಶಾಸಕರಾದ ಜಿ.ಹಂಪಯ್ಯನಾಯಕ ಅವರ ಹುಟ್ಟು ಹಬ್ಬದ ಅಂಗವಾಗಿ ಅವರ ನಿವಾಸದಲ್ಲಿ ಮಾನ್ವಿ ಪುರಸಭೆ ಮಾಜಿ ಸದಸ್ಯ ಹಾಗೂ ಮಾಜಿ ನ್ಯಾಯಸಮಿತಿ ಅಧ್ಯಕ್ಷ ಮಲ್ಲಿಕಾರ್ಜುನ ಭರವಾದ ವತಿಯಿಂದ ಚಾಚೇಕಟ್ ಶಾಲು ಹಾರ ಹಾಕಿ ಸಿಹಿ ತಿನ್ನಿಸಿ ಶುಭಾಶಯ ತಿಳಿಸಿದರು.: [1040, 1039, 1364, 1107]
story8-head-box: [8, 1186, 1020, 1250]
story10-col1: ರಾಯಚೂರು.ಜ.11-2026ರ ಜನವರಿ 29, 30 ಮತ್ತು 31ರಂದು ರಾಯಚೂರಿನಲ್ಲಿ ನಡೆಯಲಿರುವ ರಾಯಚೂರು ಜಿಲ್ಲಾ ಉತ್ಸವ-2026ರ ಪ್ರಯುಕ್ತ ಆಯೋಜಿಸಲಾಗುವ ಕವಿಗೋಷ್ಠಿಯಲ್ಲಿ ಭಾಗವಹಿಸಲು ಆಸಕ್ತ ಕವಿಗಳಿಂದ ಸ್ವರಚಿತ ಕವಿತೆಗಳನ್ನು ಆಹ್ವಾನಿಸಲಾಗಿದೆ. ಕವಿತೆಯು ಸ್ವರಚಿತ ಮತ್ತು ಅಪ್ರಕಟಿತವಾಗಿರಬೇಕು. ಕವಿತೆಗಳನ್ನು ಅಂಚೆ ಅಥವಾ ಇಮೇಲ್ ಮೂಲಕ ಕಳುಹಿಸಬಹುದಾಗಿದೆ. ಜನವರಿ 14ರೊಳಗೆ ಕವಿತೆಗಳನ್ನು ಕಳುಹಿಸಬೇಕು. ಆಯ್ಕೆಯಾದ ಕವಿಗಳಿಗೆ ಮುಂಚಿತವಾಗಿ ಮಾಹಿತಿ ನೀಡಲಾಗುವುದು ಎಂದು ಉತ್ಸವ ಸಮಿತಿ ತಿಳಿಸಿದೆ.: [1034, 1717, 1198, 1978]
youtube-icon[interactable]: [159, 9, 170, 20]
story9-byline: ಸಂಜೆವಾಣಿ ವಾರ್ತೆ: [1034, 1344, 1110, 1359]
story3-byline: ಸಂಜೆವಾಣಿ ವಾರ್ತೆ: [12, 552, 88, 567]
poster-line2: ಕಳ್ಳಸಾಗಣೆ: [409, 1393, 649, 1423]
masthead-social: [8, 6, 172, 38]
story6-col3: ಥಿಯೇಟರ್‌ನಲ್ಲಿದ್ದ ಇತರ ಪ್ರೇಕ್ಷಕರು ಭಯಭೀತರಾಗಿ ಹೊರಗೆ ಓಡಿದರು. ಅದೃಷ್ಟವಶಾತ್ ಯಾರಿಗೂ ಗಾಯಗಳಾಗಿಲ್ಲ. ಸ್ಥಳಕ್ಕೆ ಪೊಲೀಸರು ಆಗಮಿಸಿ ಪರಿಶೀಲನೆ ನಡೆಸಿದರು. ಅಭಿಮಾನಿಗಳ ಅತಿರೇಕದ ವರ್ತನೆಗೆ ಸಾಮಾಜಿಕ ಜಾಲತಾಣಗಳಲ್ಲಿ ಆಕ್ರೋಶ ವ್ಯಕ್ತವಾಗಿದೆ.: [698, 987, 854, 1107]
logo-text: ಸಂಜೆ ವಾಣಿ: [585, 2, 718, 42]
story8-headline: ಇಂದು ರಾಷ್ಟ್ರೀಯ ಮಾನವ ಕಳ್ಳಸಾಗಣೆ ಜಾಗೃತಿ ದಿನ: [241, 1198, 787, 1238]
issue-date: ರವಿವಾರ 11 ಜನವರಿ: [1175, 23, 1267, 38]
